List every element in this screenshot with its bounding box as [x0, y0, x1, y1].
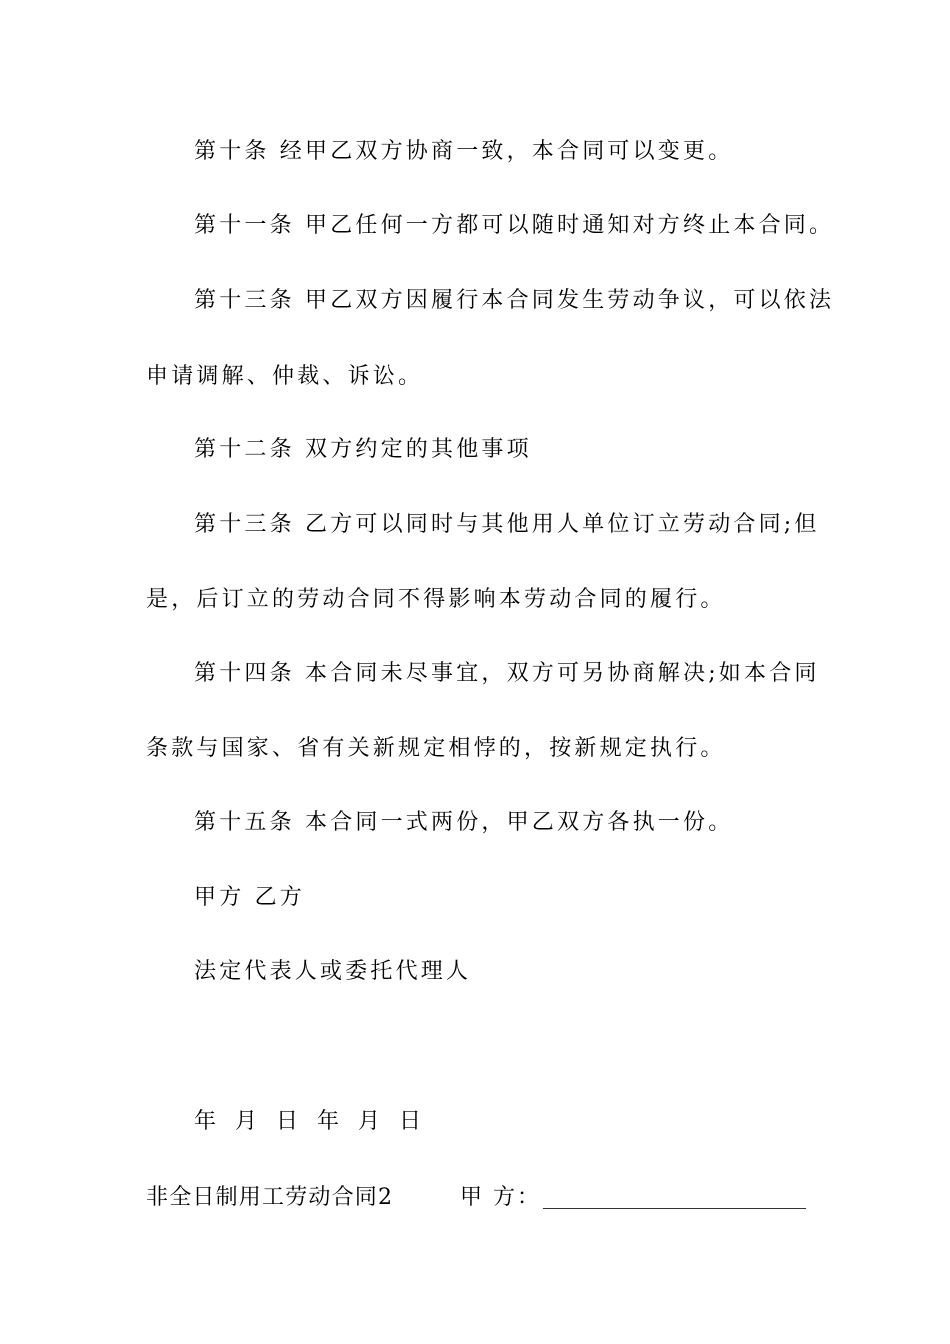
clause-13-employment-line1: 第十三条 乙方可以同时与其他用人单位订立劳动合同;但 — [194, 512, 820, 537]
clause-15: 第十五条 本合同一式两份，甲乙双方各执一份。 — [194, 810, 734, 835]
next-contract-title: 非全日制用工劳动合同2 — [146, 1185, 394, 1210]
signature-parties: 甲方 乙方 — [194, 885, 305, 910]
clause-13-employment-line2: 是，后订立的劳动合同不得影响本劳动合同的履行。 — [146, 587, 726, 612]
clause-11: 第十一条 甲乙任何一方都可以随时通知对方终止本合同。 — [194, 213, 835, 238]
clause-10: 第十条 经甲乙双方协商一致，本合同可以变更。 — [194, 139, 734, 164]
clause-13-dispute-line2: 申请调解、仲裁、诉讼。 — [146, 364, 424, 389]
party-a-label: 甲 方： — [460, 1185, 541, 1210]
next-contract-header — [146, 1183, 806, 1213]
clause-14-line1: 第十四条 本合同未尽事宜，双方可另协商解决;如本合同 — [194, 661, 820, 686]
clause-13-dispute-line1: 第十三条 甲乙双方因履行本合同发生劳动争议，可以依法 — [194, 288, 835, 313]
party-a-blank-line — [543, 1208, 806, 1209]
clause-12: 第十二条 双方约定的其他事项 — [194, 437, 532, 462]
signature-representative: 法定代表人或委托代理人 — [194, 959, 472, 984]
signature-date: 年 月 日 年 月 日 — [194, 1109, 427, 1134]
clause-14-line2: 条款与国家、省有关新规定相悖的，按新规定执行。 — [146, 736, 726, 761]
